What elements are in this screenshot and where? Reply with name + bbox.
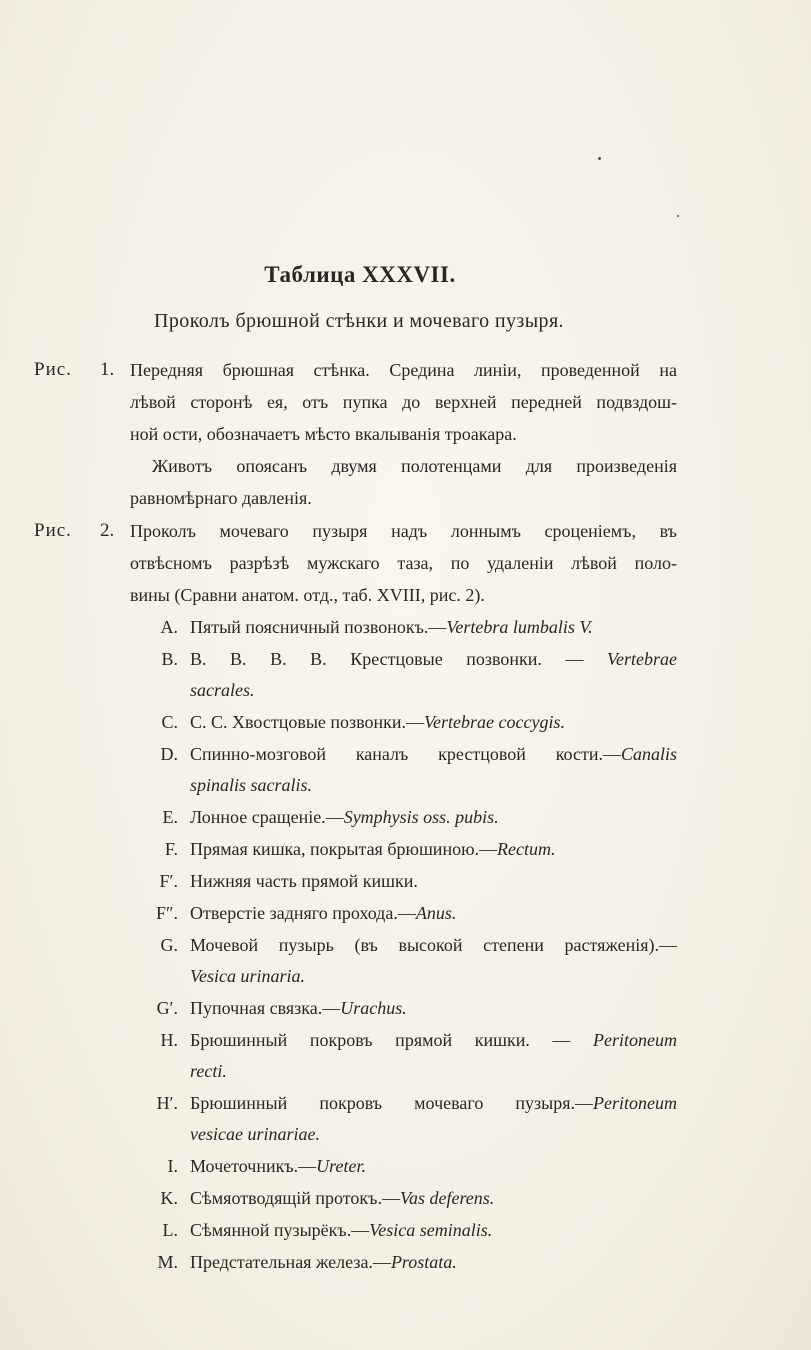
fig1-line: лѣвой сторонѣ ея, отъ пупка до верхней передней подвздош- [130,392,677,412]
legend-key: E. [162,807,178,827]
legend-item: Нижняя часть прямой кишки. [190,871,418,891]
legend-item: C. C. Хвостцовые позвонки.—Vertebrae coccygis. [190,712,565,732]
legend-key: C. [161,712,178,732]
legend-key: G. [160,935,178,955]
fig2-line: Проколъ мочеваго пузыря надъ лоннымъ сроценіемъ, въ [130,521,677,541]
legend-item: Мочеточникъ.—Ureter. [190,1156,366,1176]
legend-item: Сѣмяотводящій протокъ.—Vas deferens. [190,1188,495,1208]
legend-item: Пупочная связка.—Urachus. [190,998,407,1018]
ink-spot [598,157,601,160]
legend-key: H. [160,1030,178,1050]
fig2-line: отвѣсномъ разрѣзѣ мужскаго таза, по удаленіи лѣвой поло- [130,553,677,573]
legend-key: H′. [156,1093,178,1113]
legend-key: F′. [159,871,178,891]
fig1-number: 1. [100,359,115,380]
page-subtitle: Проколъ брюшной стѣнки и мочеваго пузыря. [154,310,564,332]
fig1-label: Рис. [34,359,72,380]
legend-item: Спинно-мозговой каналъ крестцовой кости.—Canalis [190,744,677,764]
legend-item-cont: recti. [190,1061,227,1081]
legend-item: Брюшинный покровъ мочеваго пузыря.—Peritoneum [190,1093,677,1113]
page-title: Таблица XXXVII. [264,262,456,287]
legend-item: Лонное сращеніе.—Symphysis oss. pubis. [190,807,499,827]
legend-item: B. B. B. B. Крестцовые позвонки. — Vertebrae [190,649,678,669]
legend-key: L. [162,1220,178,1240]
legend-item: Пятый поясничный позвонокъ.—Vertebra lumbalis V. [190,617,593,637]
fig1-line: равномѣрнаго давленія. [130,488,312,508]
legend-item: Мочевой пузырь (въ высокой степени растяженія).— [190,935,677,955]
fig2-label: Рис. [34,520,72,541]
legend-key: B. [161,649,178,669]
fig1-line: ной ости, обозначаетъ мѣсто вкалыванія троакара. [130,424,517,444]
legend-key: F. [164,839,178,859]
fig2-line: вины (Сравни анатом. отд., таб. XVIII, рис. 2). [130,585,485,605]
legend-key: I. [167,1156,178,1176]
fig2-number: 2. [100,520,115,541]
fig1-line: Передняя брюшная стѣнка. Средина линіи, проведенной на [130,360,677,380]
legend-key: M. [157,1252,178,1272]
legend-item-cont: sacrales. [190,680,255,700]
legend-key: G′. [156,998,178,1018]
ink-spot [677,215,679,217]
legend-item-cont: Vesica urinaria. [190,966,305,986]
legend-key: D. [160,744,178,764]
legend-item: Прямая кишка, покрытая брюшиною.—Rectum. [190,839,556,859]
legend-item: Брюшинный покровъ прямой кишки. — Peritoneum [190,1030,677,1050]
fig1-line: Животъ опоясанъ двумя полотенцами для произведенія [152,456,677,476]
legend-item: Предстательная железа.—Prostata. [190,1252,457,1272]
legend-key: F″. [155,903,178,923]
legend-key: A. [160,617,178,637]
legend-item: Отверстіе задняго прохода.—Anus. [190,903,457,923]
legend-item-cont: spinalis sacralis. [190,775,313,795]
legend-item: Сѣмянной пузырёкъ.—Vesica seminalis. [190,1220,493,1240]
legend-key: K. [160,1188,178,1208]
legend-item-cont: vesicae urinariae. [190,1124,320,1144]
